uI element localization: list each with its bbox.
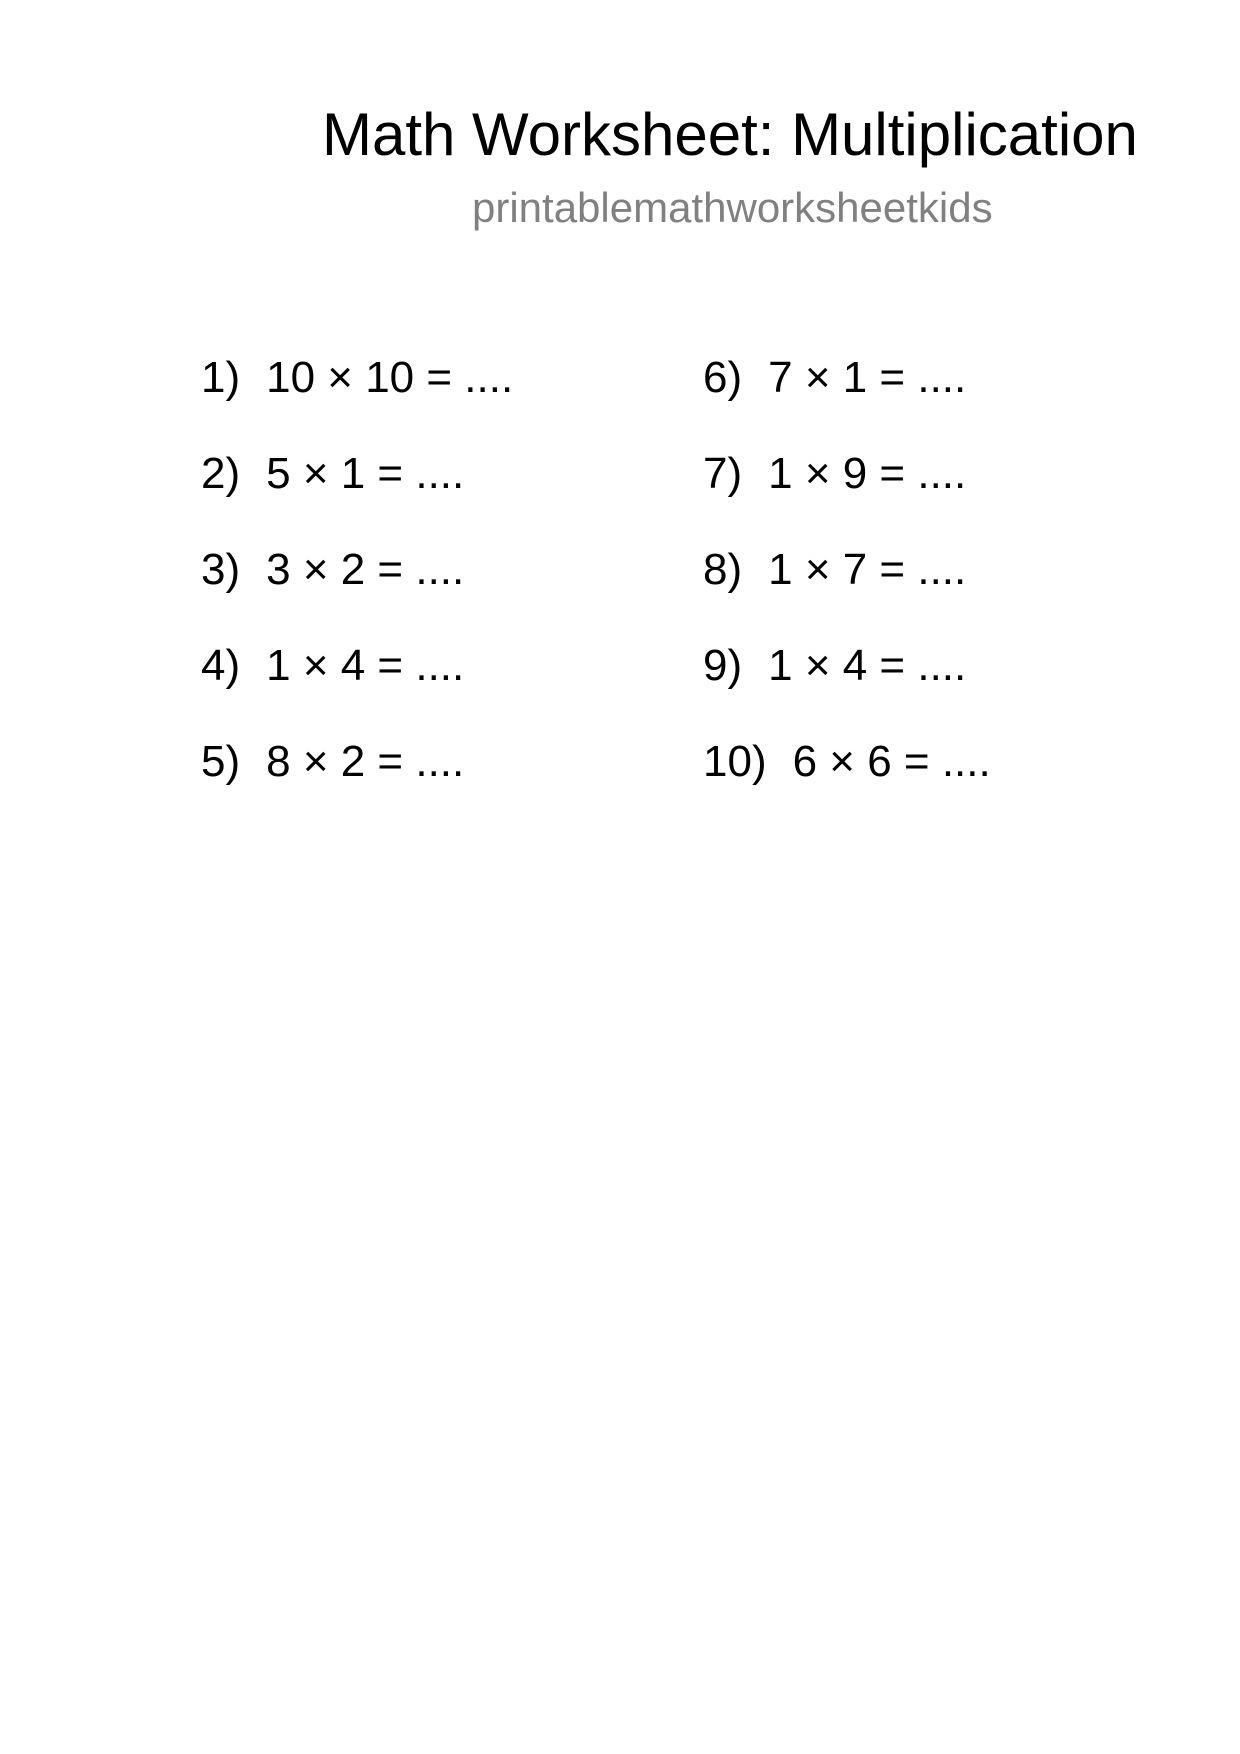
problem-expression: 1 × 4 = .... — [768, 641, 967, 690]
problem-item — [201, 348, 513, 444]
problem-expression: 3 × 2 = .... — [266, 545, 465, 594]
problem-expression: 1 × 4 = .... — [266, 641, 465, 690]
problem-number: 4) — [201, 641, 241, 690]
problem-expression: 7 × 1 = .... — [768, 353, 967, 402]
page-title: Math Worksheet: Multiplication — [322, 101, 1138, 168]
problem-number: 2) — [201, 449, 241, 498]
problem-number: 6) — [703, 353, 743, 402]
problem-item — [201, 444, 513, 540]
problem-expression: 10 × 10 = .... — [266, 353, 514, 402]
problem-item — [201, 540, 513, 636]
problem-expression: 1 × 9 = .... — [768, 449, 967, 498]
problem-number: 3) — [201, 545, 241, 594]
problems-column-left — [201, 348, 513, 828]
problem-number: 1) — [201, 353, 241, 402]
problem-expression: 1 × 7 = .... — [768, 545, 967, 594]
problem-expression: 6 × 6 = .... — [792, 737, 991, 786]
problem-item — [703, 540, 991, 636]
problem-expression: 5 × 1 = .... — [266, 449, 465, 498]
page-subtitle: printablemathworksheetkids — [472, 184, 993, 231]
problem-item — [703, 348, 991, 444]
problem-expression: 8 × 2 = .... — [266, 737, 465, 786]
problem-item — [703, 444, 991, 540]
problems-column-right — [703, 348, 991, 828]
problem-item — [201, 732, 513, 828]
problem-number: 8) — [703, 545, 743, 594]
problem-item — [201, 636, 513, 732]
problem-number: 7) — [703, 449, 743, 498]
problem-number: 5) — [201, 737, 241, 786]
problem-item — [703, 732, 991, 828]
problem-item — [703, 636, 991, 732]
problem-number: 10) — [703, 737, 767, 786]
problem-number: 9) — [703, 641, 743, 690]
